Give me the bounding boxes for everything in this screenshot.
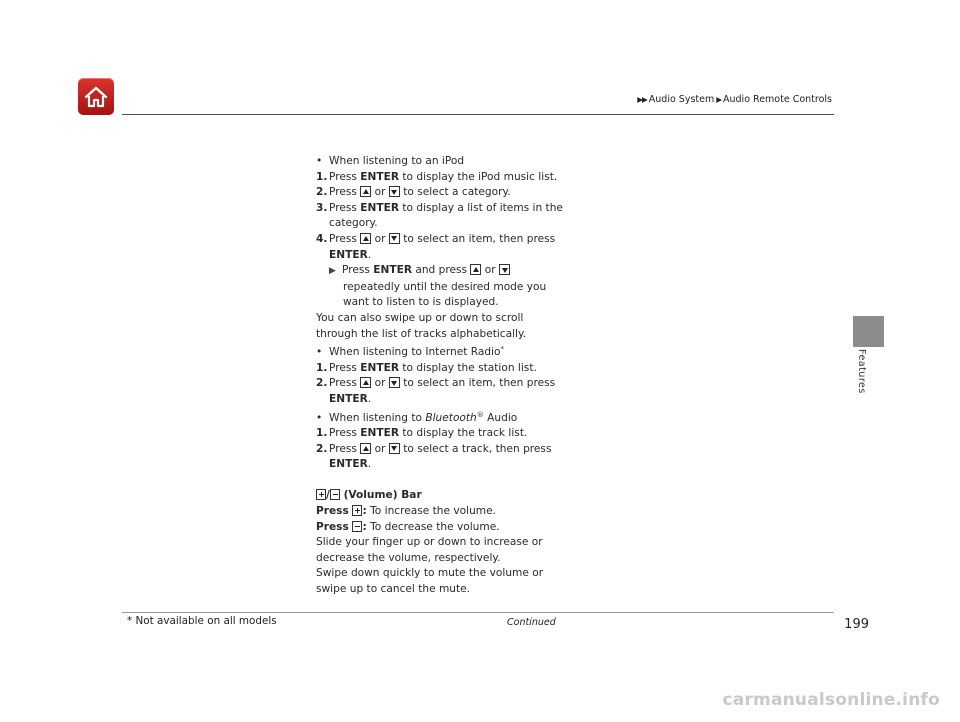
list-item: • When listening to an iPod	[316, 154, 576, 170]
paragraph-line: through the list of tracks alphabetically.	[316, 327, 527, 340]
bullet-icon: •	[316, 411, 323, 424]
bullet-icon: •	[316, 155, 323, 167]
bullet-icon: •	[316, 346, 323, 359]
list-item: ENTER.	[329, 248, 372, 261]
home-button[interactable]	[78, 78, 114, 115]
minus-key-icon	[330, 489, 340, 500]
list-item: ENTER.	[329, 392, 372, 405]
up-arrow-key-icon	[360, 443, 371, 454]
list-item: 1. Press ENTER to display the iPod music list.	[316, 170, 558, 183]
footnote: * Not available on all models	[127, 615, 277, 627]
down-arrow-key-icon	[389, 443, 400, 454]
page-number: 199	[844, 617, 869, 632]
list-item: • When listening to Internet Radio*	[316, 342, 576, 361]
paragraph-line: You can also swipe up or down to scroll	[316, 311, 524, 324]
list-item: 1. Press ENTER to display the track list.	[316, 427, 528, 440]
list-item: category.	[329, 217, 378, 230]
down-arrow-key-icon	[499, 264, 510, 275]
list-item: 3. Press ENTER to display a list of items in the	[316, 201, 563, 214]
continued-label: Continued	[507, 617, 556, 628]
side-tab-label: Features	[856, 349, 867, 394]
paragraph-line: swipe up to cancel the mute.	[316, 583, 471, 596]
paragraph-line: Press : To increase the volume.	[316, 505, 497, 518]
watermark: carmanualsonline.info	[722, 690, 940, 710]
section-title: / (Volume) Bar	[316, 488, 576, 504]
down-arrow-key-icon	[389, 233, 400, 244]
breadcrumb-item[interactable]: Audio Remote Controls	[723, 94, 832, 105]
list-item: ENTER.	[329, 458, 372, 471]
list-item: 4. Press or to select an item, then press	[316, 232, 556, 245]
list-item: • When listening to Bluetooth® Audio	[316, 408, 576, 427]
list-item: want to listen to is displayed.	[343, 296, 499, 309]
list-item: repeatedly until the desired mode you	[343, 280, 547, 293]
sub-arrow-icon: ▶	[329, 266, 336, 277]
header-divider	[122, 114, 834, 115]
home-icon	[83, 85, 109, 109]
minus-key-icon	[352, 521, 362, 532]
up-arrow-key-icon	[360, 377, 371, 388]
list-item: 2. Press or to select a track, then press	[316, 442, 552, 455]
up-arrow-key-icon	[360, 186, 371, 197]
main-content	[316, 154, 576, 598]
up-arrow-key-icon	[470, 264, 481, 275]
side-tab[interactable]	[853, 316, 884, 347]
list-item: 1. Press ENTER to display the station list.	[316, 361, 537, 374]
plus-key-icon	[316, 489, 326, 500]
paragraph-line: decrease the volume, respectively.	[316, 551, 501, 564]
list-item: 2. Press or to select an item, then press	[316, 377, 556, 390]
plus-key-icon	[352, 505, 362, 516]
breadcrumb-arrow-icon: ▶	[716, 95, 721, 104]
down-arrow-key-icon	[389, 377, 400, 388]
paragraph-line: Press : To decrease the volume.	[316, 520, 500, 533]
footnote-divider	[122, 612, 834, 613]
breadcrumb-item[interactable]: Audio System	[648, 94, 715, 105]
breadcrumb-arrow-icon: ▶▶	[637, 95, 647, 104]
down-arrow-key-icon	[389, 186, 400, 197]
list-item: 2. Press or to select a category.	[316, 186, 511, 199]
up-arrow-key-icon	[360, 233, 371, 244]
list-item: ▶ Press ENTER and press or	[316, 263, 576, 280]
paragraph-line: Swipe down quickly to mute the volume or	[316, 567, 544, 580]
paragraph-line: Slide your finger up or down to increase or	[316, 536, 543, 549]
breadcrumb	[637, 94, 832, 105]
